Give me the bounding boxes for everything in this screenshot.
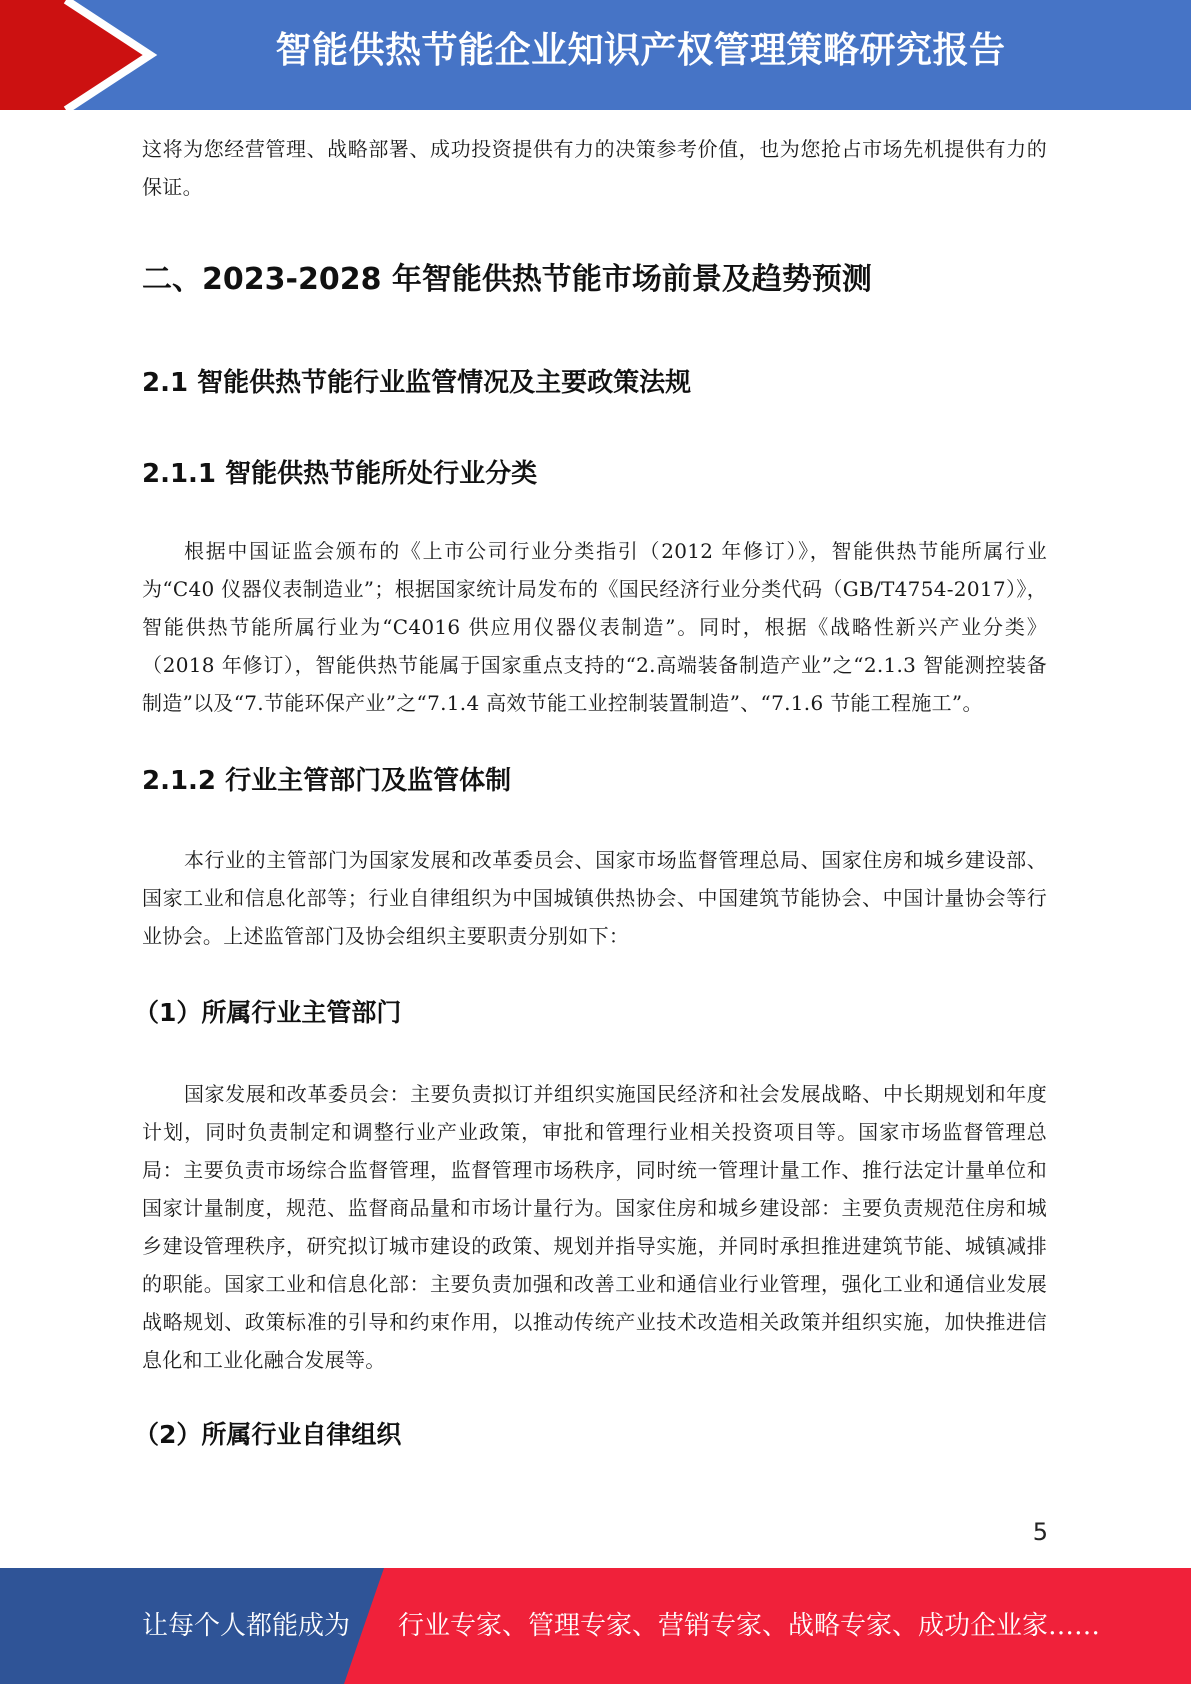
section-2-1-1-heading: 2.1.1 智能供热节能所处行业分类 <box>142 459 538 489</box>
page-footer <box>0 1568 1191 1684</box>
footer-slogan-left: 让每个人都能成为 <box>142 1611 351 1641</box>
footer-slogan-right: 行业专家、管理专家、营销专家、战略专家、成功企业家…… <box>398 1611 1101 1641</box>
report-title: 智能供热节能企业知识产权管理策略研究报告 <box>275 30 1006 71</box>
section-2-heading: 二、2023-2028 年智能供热节能市场前景及趋势预测 <box>142 262 872 297</box>
header-arrow-icon <box>0 0 160 110</box>
section-2-1-2-heading: 2.1.2 行业主管部门及监管体制 <box>142 766 512 796</box>
page-header <box>0 0 1191 110</box>
intro-paragraph: 这将为您经营管理、战略部署、成功投资提供有力的决策参考价值，也为您抢占市场先机提供有力的保证。 <box>142 137 1047 199</box>
subsection-1-paragraph: 国家发展和改革委员会：主要负责拟订并组织实施国民经济和社会发展战略、中长期规划和年度计划，同时负责制定和调整行业产业政策，审批和管理行业相关投资项目等。国家市场监督管理总局：主要负责市场综合监督管理，监督管理市场秩序，同时统一管理计量工作、推行法定计量单位和国家计量制度，规范、监督商品量和市场计量行为。国家住房和城乡建设部：主要负责规范住房和城乡建设管理秩序，研究拟订城市建设的政策、规划并指导实施，并同时承担推进建筑节能、城镇减排的职能。国家工业和信息化部：主要负责加强和改善工业和通信业行业管理，强化工业和通信业发展战略规划、政策标准的引导和约束作用，以推动传统产业技术改造相关政策并组织实施，加快推进信息化和工业化融合发展等。 <box>142 1082 1047 1372</box>
page-number: 5 <box>1032 1518 1048 1546</box>
page-content <box>134 130 1047 1451</box>
subsection-1-heading: （1）所属行业主管部门 <box>134 998 402 1027</box>
subsection-2-heading: （2）所属行业自律组织 <box>134 1420 402 1449</box>
section-2-1-heading: 2.1 智能供热节能行业监管情况及主要政策法规 <box>142 368 692 398</box>
section-2-1-2-paragraph: 本行业的主管部门为国家发展和改革委员会、国家市场监督管理总局、国家住房和城乡建设部、国家工业和信息化部等；行业自律组织为中国城镇供热协会、中国建筑节能协会、中国计量协会等行业协会。上述监管部门及协会组织主要职责分别如下： <box>142 848 1047 948</box>
section-2-1-1-paragraph: 根据中国证监会颁布的《上市公司行业分类指引（2012 年修订）》，智能供热节能所属行业为“C40 仪器仪表制造业”；根据国家统计局发布的《国民经济行业分类代码（GB/T4754-2017）》，智能供热节能所属行业为“C4016 供应用仪器仪表制造”。同时，根据《战略性新兴产业分类》（2018 年修订），智能供热节能属于国家重点支持的“2.高端装备制造产业”之“2.1.3 智能测控装备制造”以及“7.节能环保产业”之“7.1.4 高效节能工业控制装置制造”、“7.1.6 节能工程施工”。 <box>142 539 1047 715</box>
